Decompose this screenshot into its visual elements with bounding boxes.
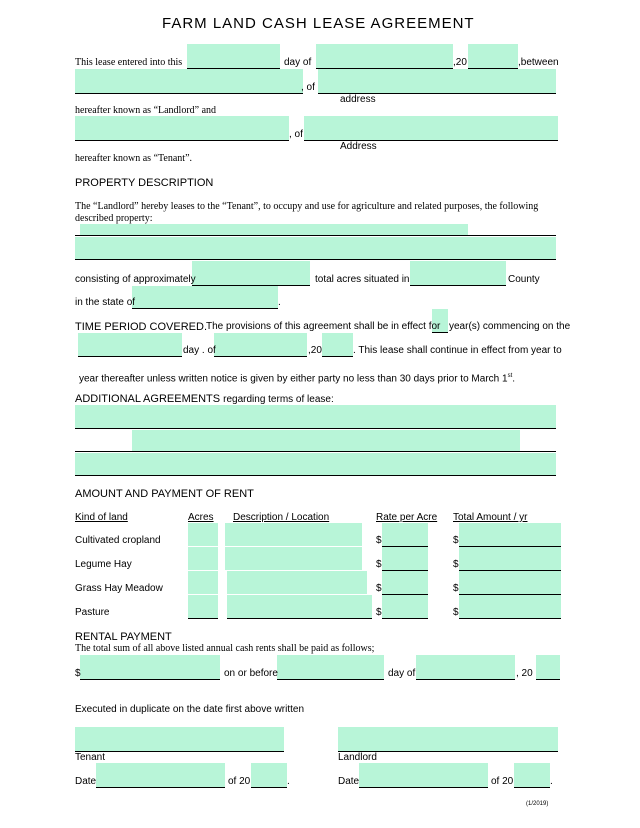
- state-period: .: [278, 297, 281, 308]
- tenant-date-period: .: [287, 776, 290, 787]
- total-dollar-row2: $: [453, 559, 459, 570]
- start-day-field[interactable]: [78, 333, 182, 356]
- payment-twenty-label: , 20: [516, 668, 533, 679]
- landlord-year-field[interactable]: [514, 763, 550, 787]
- of-label: , of: [301, 82, 315, 93]
- landlord-signature-field[interactable]: [338, 727, 558, 751]
- state-field[interactable]: [132, 286, 278, 308]
- tenant-date-line: [96, 787, 225, 788]
- form-title: FARM LAND CASH LEASE AGREEMENT: [162, 15, 475, 32]
- additional-field-2[interactable]: [132, 430, 520, 451]
- year-prefix-label: ,20: [453, 57, 467, 68]
- property-line-a: [75, 235, 556, 236]
- additional-title: ADDITIONAL AGREEMENTS: [75, 393, 221, 405]
- landlord-date-line: [359, 787, 488, 788]
- day-of-label: day of: [284, 57, 312, 68]
- consisting-label: consisting of approximately: [75, 274, 196, 285]
- county-field[interactable]: [410, 261, 506, 285]
- total-dollar-row1: $: [453, 535, 459, 546]
- tenant-signature-field[interactable]: [75, 727, 284, 751]
- landlord-date-field[interactable]: [359, 763, 488, 787]
- tenant-label: Tenant: [75, 752, 106, 763]
- rate-dollar-row1: $: [376, 535, 382, 546]
- additional-line-2: [75, 451, 556, 452]
- tenant-date-field[interactable]: [96, 763, 225, 787]
- years-label: year(s) commencing on the: [449, 321, 571, 332]
- tenant-signature-line: [75, 751, 284, 752]
- tenant-known-label: hereafter known as “Tenant”.: [75, 153, 193, 164]
- between-label: ,between: [518, 57, 559, 68]
- tenant-name-field[interactable]: [75, 116, 289, 140]
- comma20-label: ,20: [308, 345, 322, 356]
- row-label-cultivated: Cultivated cropland: [75, 535, 161, 546]
- description-field-row3[interactable]: [227, 571, 367, 594]
- property-line-b: [75, 259, 556, 260]
- lease-month-field[interactable]: [316, 44, 453, 68]
- row-label-grass-hay: Grass Hay Meadow: [75, 583, 163, 594]
- landlord-name-line: [75, 93, 303, 94]
- payment-due-line: [277, 679, 384, 680]
- total-field-row4[interactable]: [459, 595, 561, 618]
- tenant-address-field[interactable]: [304, 116, 558, 140]
- row-label-pasture: Pasture: [75, 607, 110, 618]
- property-heading: PROPERTY DESCRIPTION: [75, 177, 214, 189]
- state-label: in the state of: [75, 297, 136, 308]
- payment-amount-line: [80, 679, 220, 680]
- rate-field-row4[interactable]: [382, 595, 428, 618]
- start-year-line: [322, 356, 353, 357]
- total-field-row1[interactable]: [459, 523, 561, 546]
- time-heading: TIME PERIOD COVERED.: [75, 321, 208, 333]
- landlord-name-field[interactable]: [75, 69, 303, 93]
- rate-dollar-row4: $: [376, 607, 382, 618]
- rate-field-row3[interactable]: [382, 571, 428, 594]
- payment-text: The total sum of all above listed annual cash rents shall be paid as follows;: [75, 643, 375, 654]
- col-total: Total Amount / yr: [453, 512, 528, 523]
- landlord-address-field[interactable]: [318, 69, 556, 93]
- acres-line-row4: [188, 618, 218, 619]
- acres-field-row4[interactable]: [188, 595, 218, 618]
- additional-sub: regarding terms of lease:: [223, 394, 334, 405]
- address-caption: address: [340, 94, 376, 105]
- payment-dollar: $: [75, 668, 81, 679]
- rate-dollar-row2: $: [376, 559, 382, 570]
- acres-situated-label: total acres situated in: [315, 274, 410, 285]
- total-field-row3[interactable]: [459, 571, 561, 594]
- payment-year-field[interactable]: [536, 655, 560, 679]
- rate-dollar-row3: $: [376, 583, 382, 594]
- start-month-line: [214, 356, 307, 357]
- county-label: County: [508, 274, 540, 285]
- description-field-row4[interactable]: [227, 595, 372, 618]
- county-line: [410, 285, 506, 286]
- rate-line-row4: [382, 618, 428, 619]
- additional-field-1[interactable]: [75, 405, 556, 428]
- st-superscript: st: [507, 373, 513, 379]
- payment-heading: RENTAL PAYMENT: [75, 631, 172, 643]
- landlord-of20-label: of 20: [491, 776, 514, 787]
- acres-field-row3[interactable]: [188, 571, 218, 594]
- landlord-date-label: Date: [338, 776, 360, 787]
- on-before-label: on or before: [224, 668, 278, 679]
- rent-heading: AMOUNT AND PAYMENT OF RENT: [75, 488, 254, 500]
- property-line1: The “Landlord” hereby leases to the “Tenant”, to occupy and use for agriculture and related purposes, the following: [75, 201, 539, 212]
- additional-line-1: [75, 428, 556, 429]
- payment-day-line: [416, 679, 515, 680]
- payment-amount-field[interactable]: [80, 655, 220, 679]
- of2-label: , of: [289, 129, 303, 140]
- total-line-row4: [459, 618, 561, 619]
- property-line2: described property:: [75, 213, 153, 224]
- thereafter-end: .: [512, 373, 516, 385]
- rate-field-row2[interactable]: [382, 547, 428, 570]
- executed-text: Executed in duplicate on the date first above written: [75, 704, 305, 715]
- thereafter-label: [79, 370, 515, 385]
- time-text1: The provisions of this agreement shall be in effect for: [206, 321, 441, 332]
- tenant-of20-label: of 20: [228, 776, 251, 787]
- landlord-label: Landlord: [338, 752, 377, 763]
- state-line: [132, 308, 278, 309]
- payment-due-field[interactable]: [277, 655, 384, 679]
- landlord-date-period: .: [550, 776, 553, 787]
- row-label-legume: Legume Hay: [75, 559, 132, 570]
- col-rate: Rate per Acre: [376, 512, 438, 523]
- tenant-name-line: [75, 140, 289, 141]
- description-field-row2[interactable]: [225, 547, 362, 570]
- description-line-row4: [227, 618, 372, 619]
- start-day-line: [78, 356, 182, 357]
- landlord-known-label: hereafter known as “Landlord” and: [75, 105, 217, 116]
- lease-year-field[interactable]: [468, 44, 518, 68]
- description-field-row1[interactable]: [225, 523, 362, 546]
- start-year-field[interactable]: [322, 333, 353, 356]
- total-acres-field[interactable]: [192, 261, 310, 285]
- property-desc-field-2[interactable]: [75, 237, 556, 259]
- tenant-year-line: [251, 787, 287, 788]
- years-line: [432, 332, 448, 333]
- payment-year-line: [536, 679, 560, 680]
- col-kind-of-land: Kind of land: [75, 512, 128, 523]
- total-field-row2[interactable]: [459, 547, 561, 570]
- payment-day-of-label: day of: [388, 668, 416, 679]
- day-of-time-label: day . of: [183, 345, 216, 356]
- tenant-year-field[interactable]: [251, 763, 287, 787]
- additional-field-3[interactable]: [75, 453, 556, 475]
- total-dollar-row3: $: [453, 583, 459, 594]
- acres-field-row1[interactable]: [188, 523, 218, 546]
- entered-label: This lease entered into this: [75, 57, 183, 68]
- start-month-field[interactable]: [214, 333, 307, 356]
- thereafter-text: year thereafter unless written notice is given by either party no less than 30 days prior to March 1: [79, 373, 508, 385]
- landlord-year-line: [514, 787, 550, 788]
- additional-line-3: [75, 475, 556, 476]
- address2-caption: Address: [340, 141, 377, 152]
- rate-field-row1[interactable]: [382, 523, 428, 546]
- lease-day-field[interactable]: [187, 44, 280, 68]
- col-description: Description / Location: [233, 512, 330, 523]
- total-dollar-row4: $: [453, 607, 459, 618]
- payment-day-field[interactable]: [416, 655, 515, 679]
- tenant-date-label: Date: [75, 776, 97, 787]
- col-acres: Acres: [188, 512, 214, 523]
- acres-field-row2[interactable]: [188, 547, 218, 570]
- revision-footer: (1/2019): [526, 801, 549, 807]
- continue-label: . This lease shall continue in effect from year to: [353, 345, 562, 356]
